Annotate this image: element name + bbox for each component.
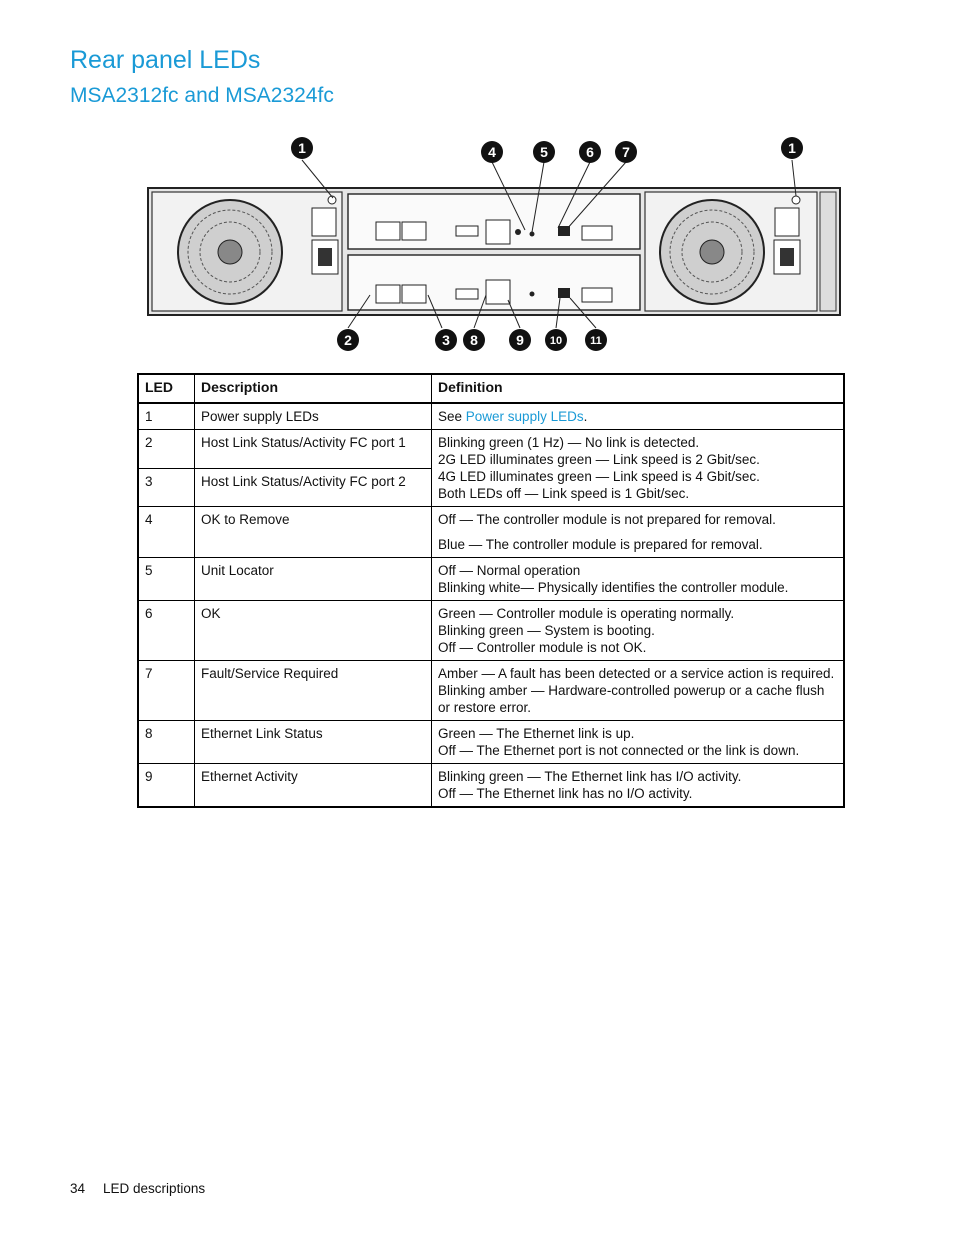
callout-bottom-9	[509, 329, 531, 351]
led-number: 5	[138, 558, 195, 601]
footer-section: LED descriptions	[103, 1181, 206, 1196]
definition-line: Blinking green — The Ethernet link has I/O activity.	[438, 769, 742, 784]
led-description: OK to Remove	[195, 507, 432, 558]
svg-text:10: 10	[549, 335, 563, 347]
definition-line: Green — Controller module is operating normally.	[438, 606, 735, 621]
led-description: Unit Locator	[195, 558, 432, 601]
power-supply-left	[152, 192, 342, 311]
definition-line: Blinking white— Physically identifies the controller module.	[438, 580, 789, 595]
svg-text:11: 11	[590, 335, 602, 347]
power-supply-leds-link[interactable]: Power supply LEDs	[465, 409, 584, 424]
callout-bottom-10	[545, 329, 567, 351]
definition-line: Off — The Ethernet link has no I/O activity.	[438, 786, 693, 801]
led-number: 2	[138, 430, 195, 469]
led-description: Power supply LEDs	[195, 403, 432, 430]
svg-text:2: 2	[344, 332, 352, 348]
definition-text: See	[438, 409, 466, 424]
led-number: 1	[138, 403, 195, 430]
led-number: 6	[138, 601, 195, 661]
table-row	[138, 507, 844, 558]
led-definition	[432, 721, 845, 764]
led-description: Ethernet Link Status	[195, 721, 432, 764]
led-definition	[432, 601, 845, 661]
header-definition: Definition	[432, 374, 845, 403]
definition-line: Both LEDs off — Link speed is 1 Gbit/sec.	[438, 486, 690, 501]
table-row	[138, 661, 844, 721]
led-description: Fault/Service Required	[195, 661, 432, 721]
header-description: Description	[195, 374, 432, 403]
svg-text:1: 1	[788, 140, 796, 156]
definition-line: Blinking green (1 Hz) — No link is detected.	[438, 435, 700, 450]
table-row	[138, 430, 844, 469]
callout-top-4	[481, 141, 503, 163]
table-row	[138, 558, 844, 601]
callout-bottom-2	[337, 329, 359, 351]
table-row	[138, 403, 844, 430]
led-number: 4	[138, 507, 195, 558]
definition-line: 4G LED illuminates green — Link speed is 4 Gbit/sec.	[438, 469, 760, 484]
svg-text:8: 8	[470, 332, 478, 348]
led-definition	[432, 764, 845, 808]
led-table	[137, 373, 845, 808]
definition-line: Blue — The controller module is prepared for removal.	[438, 537, 763, 552]
led-number: 8	[138, 721, 195, 764]
led-definition	[432, 430, 845, 507]
definition-line: 2G LED illuminates green — Link speed is 2 Gbit/sec.	[438, 452, 760, 467]
definition-line: Off — The Ethernet port is not connected or the link is down.	[438, 743, 800, 758]
definition-line: Off — Normal operation	[438, 563, 581, 578]
svg-text:6: 6	[586, 144, 594, 160]
header-led: LED	[138, 374, 195, 403]
callout-top-6	[579, 141, 601, 163]
callout-bottom-11	[585, 329, 607, 351]
svg-text:7: 7	[622, 144, 630, 160]
callout-top-7	[615, 141, 637, 163]
definition-line: Blinking amber — Hardware-controlled powerup or a cache flush or restore error.	[438, 683, 825, 715]
svg-text:4: 4	[488, 144, 496, 160]
led-description: Host Link Status/Activity FC port 1	[195, 430, 432, 469]
led-definition	[432, 507, 845, 558]
definition-line: Off — Controller module is not OK.	[438, 640, 647, 655]
svg-text:1: 1	[298, 140, 306, 156]
definition-line: Blinking green — System is booting.	[438, 623, 655, 638]
table-row	[138, 764, 844, 808]
definition-line: Off — The controller module is not prepared for removal.	[438, 512, 776, 527]
page-title: Rear panel LEDs	[70, 46, 261, 74]
svg-text:3: 3	[442, 332, 450, 348]
page-subtitle: MSA2312fc and MSA2324fc	[70, 84, 334, 107]
callout-top-5	[533, 141, 555, 163]
table-row	[138, 601, 844, 661]
led-definition	[432, 403, 845, 430]
definition-line: Green — The Ethernet link is up.	[438, 726, 635, 741]
table-header-row	[138, 374, 844, 403]
callout-bottom-3	[435, 329, 457, 351]
led-description: OK	[195, 601, 432, 661]
led-number: 3	[138, 468, 195, 507]
callout-top-1-right	[781, 137, 803, 159]
callout-bottom-8	[463, 329, 485, 351]
page-footer	[70, 1181, 223, 1196]
led-number: 9	[138, 764, 195, 808]
led-description: Host Link Status/Activity FC port 2	[195, 468, 432, 507]
definition-text: .	[583, 409, 588, 424]
controller-module-b	[348, 255, 640, 310]
led-number: 7	[138, 661, 195, 721]
controller-module-a	[348, 194, 640, 249]
svg-text:5: 5	[540, 144, 548, 160]
power-supply-right	[645, 192, 836, 311]
table-row	[138, 721, 844, 764]
svg-text:9: 9	[516, 332, 524, 348]
led-definition	[432, 558, 845, 601]
led-description: Ethernet Activity	[195, 764, 432, 808]
page-number: 34	[70, 1181, 86, 1196]
rear-panel-diagram	[130, 130, 850, 355]
definition-line: Amber — A fault has been detected or a service action is required.	[438, 666, 835, 681]
callout-top-1	[291, 137, 313, 159]
led-definition	[432, 661, 845, 721]
